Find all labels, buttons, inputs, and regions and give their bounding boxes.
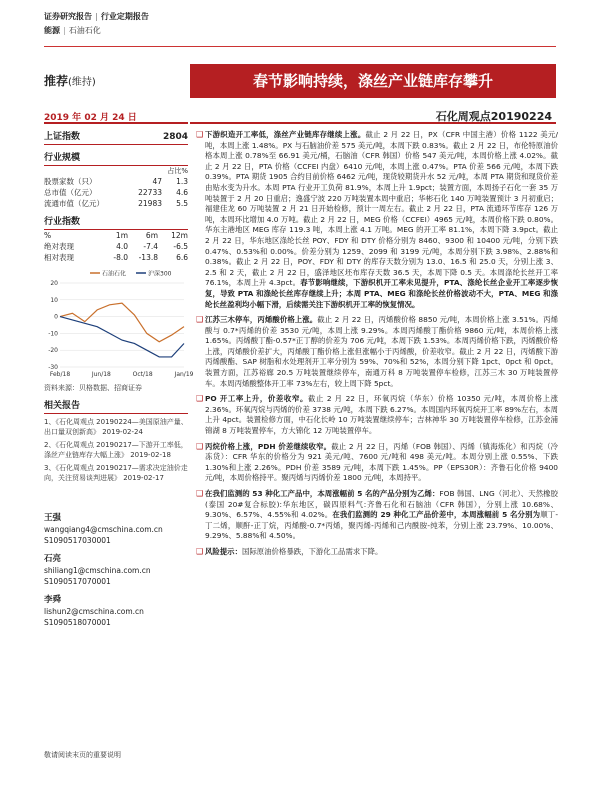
bullet-icon: ❑ <box>196 130 204 139</box>
related-heading: 相关报告 <box>44 399 188 414</box>
perf-cell: -8.0 <box>113 253 128 262</box>
perf-cell: 绝对表现 <box>44 242 74 251</box>
scale-name: 流通市值（亿元） <box>44 199 104 208</box>
y-tick-label: -20 <box>48 347 58 355</box>
analyst-email: shiliang1@cmschina.com.cn <box>44 566 151 575</box>
perf-cell: 相对表现 <box>44 253 74 262</box>
perf-header <box>44 230 188 241</box>
report-type: 证券研究报告 <box>44 12 92 21</box>
paragraph-text <box>205 130 558 310</box>
paragraph-text <box>205 442 558 484</box>
report-header: 证券研究报告 | 行业定期报告 能源 | 石油石化 <box>44 12 149 35</box>
paragraph-heading: 下游织造开工率低，涤丝产业链库存继续上涨。 <box>205 130 366 139</box>
chart-source: 资料来源：贝格数据、招商证券 <box>44 384 142 392</box>
perf-col: % <box>44 231 52 240</box>
paragraph-body: 截止 2 月 22 日，环氧丙烷（华东）价格 10350 元/吨，本周价格上涨 2.36%。环氧丙烷与丙烯的价差 3738 元/吨，本周下跌 6.27%。本周国内环氧丙烷开工率 89%左右，本周上升 4pct。装置检修方面，中石化长岭 10 万吨装置继续停车；吉林神华 30 万吨装置停车检修，江苏金浦锦湖 8 万吨装置停车，方大锦化 12 万吨装置停车。 <box>205 394 558 436</box>
scale-v1: 47 <box>152 177 162 186</box>
analyst-card <box>44 513 188 546</box>
analyst-email: lishun2@cmschina.com.cn <box>44 607 144 616</box>
paragraph-heading-2: 在我们监测的 29 种化工产品价差中，本周涨幅前 5 名分别为 <box>332 510 541 520</box>
related-report: 1、《石化周观点 20190224—美国原油产量、出口量双创新高》 2019-02-24 <box>44 418 188 436</box>
report-subtitle: 石化周观点20190224 <box>190 108 556 124</box>
main-content <box>196 130 558 563</box>
scale-row <box>44 198 188 209</box>
scale-v2: 5.5 <box>176 199 188 208</box>
analyst-name: 石亮 <box>44 554 62 564</box>
paragraph-text <box>205 394 558 436</box>
perf-col: 12m <box>171 231 188 240</box>
y-tick-label: -30 <box>48 364 58 371</box>
paragraph-body: FOB 韩国、LNG（河北）、天然橡胶(泰国 20#复合标胶):华东地区，碳四原料气:齐鲁石化和石脑油（CFR 韩国），分别上涨 10.68%、9.30%、6.57%、4.55%和 4.02%。 <box>205 489 558 520</box>
scale-name: 总市值（亿元） <box>44 188 97 197</box>
perf-cell: 6.6 <box>176 253 188 262</box>
scale-v1: 22733 <box>138 188 162 197</box>
paragraph <box>196 315 558 389</box>
paragraph-body: 国际原油价格暴跌，下游化工品需求下降。 <box>241 546 383 556</box>
sidebar <box>44 130 194 628</box>
index-chart <box>44 267 194 379</box>
x-tick-label: Jan/19 <box>174 371 194 378</box>
analyst-name: 王强 <box>44 513 62 523</box>
perf-cell: -7.4 <box>143 242 158 251</box>
legend-label-2: 沪深300 <box>148 270 172 278</box>
x-tick-label: Feb/18 <box>49 371 71 378</box>
scale-v2: 4.6 <box>176 188 188 197</box>
bullet-icon: ❑ <box>196 394 204 404</box>
y-tick-label: 10 <box>50 296 58 304</box>
analyst-id: S1090517070001 <box>44 577 111 586</box>
analyst-card <box>44 595 188 628</box>
analyst-email: wangqiang4@cmschina.com.cn <box>44 525 163 534</box>
perf-col: 6m <box>145 231 158 240</box>
paragraph <box>196 394 558 436</box>
rating: 推荐(维持) <box>44 74 96 88</box>
perf-heading: 行业指数 <box>44 215 188 230</box>
paragraph <box>196 442 558 484</box>
bullet-icon: ❑ <box>196 441 204 451</box>
paragraph-heading: 江苏三木停车，丙烯酸价格上涨。 <box>205 315 318 325</box>
paragraph-heading: PO 开工率上升，价差收窄。 <box>205 394 308 404</box>
scale-name: 股票家数（只） <box>44 177 97 186</box>
paragraph-heading-2: 春节影响继续，下游织机开工率未见提升，PTA、涤纶长丝企业开工率逐步恢复，导致 PTA 和涤纶长丝库存继续上升；本周 PTA、MEG 和涤纶长丝价格波动不大，PTA、MEG 和涤纶长丝盈利均小幅下滑，后续需关注下游织机开工率的恢复情况。 <box>205 278 559 309</box>
paragraph <box>196 130 558 310</box>
paragraph-body: 截止 2 月 22 日，丙烯酸价格 8850 元/吨，本周价格上涨 3.51%。丙烯酸与 0.7*丙烯的价差 3530 元/吨，本周上涨 9.29%。本周丙烯酸丁酯价格 9860 元/吨，本周价格上涨 1.65%。丙烯酸丁酯-0.57*正丁醇的价差为 706 元/吨，本周下跌 1.53%。本周丙烯价格下跌，丙烯酸价格上涨，丙烯酸价差扩大，丙烯酸丁酯价格上涨但涨幅小于丙烯酸，价差收窄。截止 2 月 22 日，丙烯酸下游丙烯酸酯、SAP 树脂和水处理剂开工率分别为 59%、70%和 52%，本周分别下降 1pct、0pct 和 0pct。装置方面，江苏裕廊 20.5 万吨装置继续停车，南通万科 8 万吨装置停车检修，江苏三木 30 万吨装置停车。本周丙烯酸整体开工率 73%左右，较上周下降 5pct。 <box>205 315 558 388</box>
series-line-2 <box>60 317 184 357</box>
footer-note: 敬请阅读末页的重要说明 <box>44 751 121 759</box>
index-row: 上证指数 2804 <box>44 130 188 145</box>
perf-row <box>44 241 188 252</box>
y-tick-label: 20 <box>50 280 58 287</box>
scale-heading: 行业规模 <box>44 151 188 166</box>
legend-label-1: 石油石化 <box>102 270 127 278</box>
perf-cell: -6.5 <box>173 242 188 251</box>
analyst-name: 李舜 <box>44 595 62 605</box>
paragraph <box>196 547 558 558</box>
scale-v2: 1.3 <box>176 177 188 186</box>
scale-table <box>44 176 188 209</box>
related-list <box>44 417 188 483</box>
analyst-id: S1090518070001 <box>44 618 111 627</box>
x-tick-label: Jun/18 <box>91 371 111 378</box>
paragraph-text <box>205 315 558 389</box>
analyst-card <box>44 554 188 587</box>
bullet-icon: ❑ <box>196 489 204 498</box>
scale-v1: 21983 <box>138 199 162 208</box>
bullet-icon: ❑ <box>196 546 204 556</box>
paragraph-body: 截止 2 月 22 日，丙烯（FOB 韩国）、丙烯（镇海炼化）和丙烷（冷冻货）：CFR 华东的价格分为 921 美元/吨、7600 元/吨和 498 美元/吨。本周分别上涨 0.55%、下跌 1.30%和上涨 2.26%。PDH 价差 3589 元/吨，本周下跌 1.45%。PP（EPS30R）：齐鲁石化价格 9400 元/吨，本周价格持平。聚丙烯与丙烯价差 1800 元/吨，本周持平。 <box>205 441 559 483</box>
paragraph <box>196 489 558 542</box>
x-tick-label: Oct/18 <box>132 371 153 378</box>
paragraph-body: 截止 2 月 22 日，PX（CFR 中国主港）价格 1122 美元/吨，本周上涨 1.48%。PX 与石脑油价差 575 美元/吨，本周下跌 0.83%。截止 2 月 22 日，布伦特原油价格本周上涨 0.78%至 66.91 美元/桶，石脑油（CFR 韩国）价格 547 美元/吨，本周价格上涨 4.02%。截止 2 月 22 日，PTA 价格（CCFEI 内盘）6410 元/吨，本周上涨 0.47%。PTA 价差 566 元/吨，本周下跌 0.39%。PTA 期货 1905 合约目前价格 6462 元/吨，现货较期货升水 52 元/吨，本周 PTA 期货和现货价差由贴水变为升水。本周 PTA 行业开工负荷 81.9%，本周上升 1.9pct；装置方面，本周扬子石化一套 35 万吨装置于 2 月 20 日重启；逸盛宁波 220 万吨装置本周中重启；华彬石化 140 万吨装置预计 3 月初重启；福建佳龙 60 万吨装置 2 月 21 日开始检修，预计一周左右。截止 2 月 22 日，PTA 流通环节库存 126 万吨，本周环比增加 4.0 万吨。截止 2 月 22 日，MEG 价格（CCFEI）4965 元/吨，本周价格下跌 0.80%。华东主港地区 MEG 库存 119.3 吨，本周上涨 4.1 万吨。MEG 的开工率 81.1%，本周下降 3.9pct。截止 2 月 22 日，华东地区涤纶长丝 POY、FDY 和 DTY 价格分别为 8460、9300 和 10400 元/吨，分别下跌 0.47%、0.53%和 0.00%。价差分别为 1259、2099 和 3199 元/吨，本周分别下跌 3.98%、2.88%和 0.38%。截止 2 月 22 日，POY、FDY 和 DTY 的库存天数分别为 13.0、16.5 和 25.0 天，分别上涨 3、2.5 和 2 天，截止 2 月 22 日，盛泽地区坯布库存天数 36.5 天，本周下降 0.5 天。本周涤纶长丝开工率 76.1%，本周上升 4.3pct。 <box>205 130 558 288</box>
y-tick-label: 0 <box>54 313 58 321</box>
related-report: 2、《石化周观点 20190217—下游开工率低，涤丝产业链库存大幅上涨》 2019-02-18 <box>44 441 188 459</box>
bullet-icon: ❑ <box>196 315 204 325</box>
paragraph-body-2: 顺丁-丁二烯，顺酐-正丁烷，丙烯酸-0.7*丙烯，聚丙烯-丙烯和己内酰胺-纯苯，分别上涨 23.79%、10.00%、9.29%、5.88%和 4.50%。 <box>205 510 558 541</box>
perf-col: 1m <box>115 231 128 240</box>
report-subtype: 行业定期报告 <box>100 12 149 21</box>
paragraph-heading: 在我们监测的 53 种化工产品中，本周涨幅前 5 名的产品分别为乙烯： <box>205 489 440 498</box>
header-rule <box>44 46 556 47</box>
perf-cell: -13.8 <box>138 253 158 262</box>
report-date: 2019 年 02 月 24 日 <box>44 110 188 124</box>
series-line-1 <box>60 303 184 342</box>
perf-row <box>44 252 188 263</box>
scale-sub: 占比% <box>167 167 188 175</box>
y-tick-label: -10 <box>48 330 58 338</box>
paragraph-heading: 风险提示： <box>205 546 242 556</box>
paragraph-heading: 丙烷价格上涨，PDH 价差继续收窄。 <box>205 441 332 451</box>
perf-table <box>44 230 188 263</box>
sector: 能源 <box>44 26 60 35</box>
scale-row <box>44 187 188 198</box>
paragraph-text <box>205 489 558 542</box>
report-title: 春节影响持续，涤丝产业链库存攀升 <box>190 64 556 98</box>
perf-cell: 4.0 <box>116 242 128 251</box>
scale-row <box>44 176 188 187</box>
industry: 石油石化 <box>68 26 101 35</box>
analyst-id: S1090517030001 <box>44 536 111 545</box>
analysts <box>44 513 188 628</box>
related-report: 3、《石化周观点 20190217—需求决定油价走向，关注贸易谈判进展》 2019-02-17 <box>44 464 188 482</box>
paragraph-text <box>205 547 558 558</box>
